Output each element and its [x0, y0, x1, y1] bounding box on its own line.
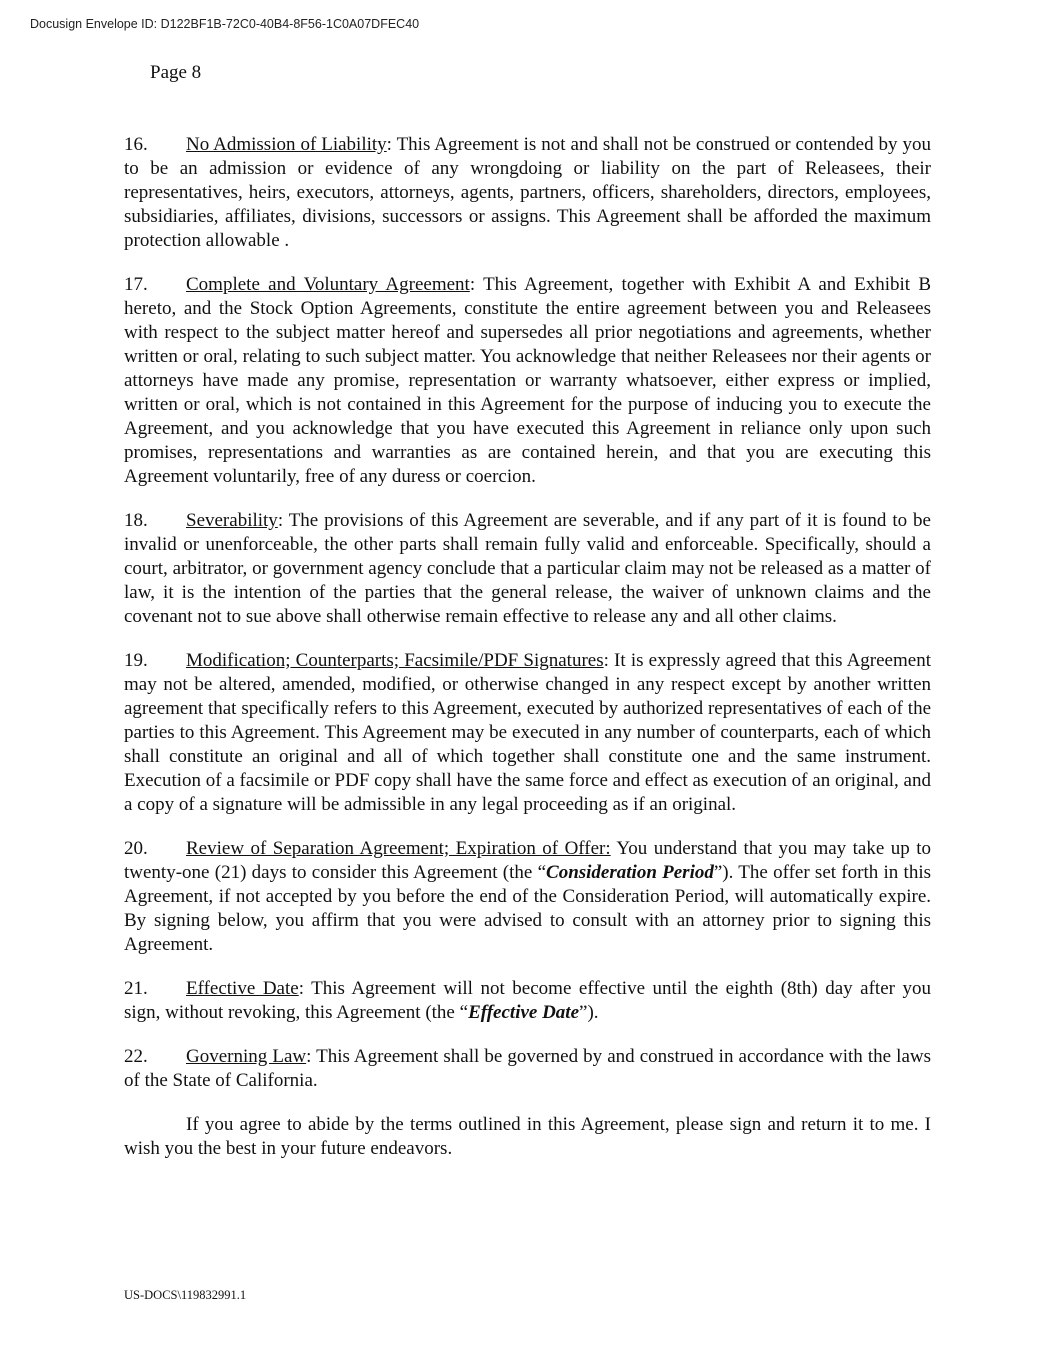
section-20 — [124, 837, 931, 957]
section-heading: No Admission of Liability — [186, 134, 387, 155]
section-17 — [124, 273, 931, 489]
section-19 — [124, 649, 931, 817]
section-number: 22. — [124, 1046, 148, 1067]
section-number: 20. — [124, 838, 148, 859]
section-text: : This Agreement is not and shall not be construed or contended by you to be an admission or evidence of any wrongdoing or liability on the part of Releasees, their representatives, heirs, executors, attorneys, agents, partners, officers, shareholders, directors, employees, subsidiaries, affiliates, divisions, successors or assigns. This Agreement shall be afforded the maximum protection allowable . — [124, 134, 932, 251]
section-number: 16. — [124, 134, 148, 155]
document-id-footer: US-DOCS\119832991.1 — [124, 1288, 247, 1302]
defined-term: Effective Date — [468, 1002, 580, 1023]
section-heading: Governing Law — [186, 1046, 307, 1067]
page-number: Page 8 — [150, 62, 202, 83]
section-text: : It is expressly agreed that this Agreement may not be altered, amended, modified, or otherwise changed in any respect except by another written agreement that specifically refers to this Agreement, executed by authorized representatives of each of the parties to this Agreement. This Agreement may be executed in any number of counterparts, each of which shall constitute an original and all of which together shall constitute one and the same instrument. Execution of a facsimile or PDF copy shall have the same force and effect as execution of an original, and a copy of a signature will be admissible in any legal proceeding as if an original. — [124, 650, 931, 815]
envelope-id: Docusign Envelope ID: D122BF1B-72C0-40B4-8F56-1C0A07DFEC40 — [30, 17, 420, 31]
section-heading: Modification; Counterparts; Facsimile/PDF Signatures — [186, 650, 604, 671]
section-number: 19. — [124, 650, 148, 671]
section-text: : This Agreement will not become effective until the eighth (8th) day after you sign, without revoking, this Agreement (the “ — [124, 978, 932, 1023]
section-heading: Complete and Voluntary Agreement — [186, 274, 470, 295]
section-text: : This Agreement, together with Exhibit A and Exhibit B hereto, and the Stock Option Agreements, constitute the entire agreement between you and Releasees with respect to the subject matter hereof and supersedes all prior negotiations and agreements, whether written or oral, relating to such subject matter. You acknowledge that neither Releasees nor their agents or attorneys have made any promise, representation or warranty whatsoever, either express or implied, written or oral, which is not contained in this Agreement for the purpose of inducing you to execute the Agreement, and you acknowledge that you have executed this Agreement in reliance only upon such promises, representations and warranties as are contained herein, and that you are executing this Agreement voluntarily, free of any duress or coercion. — [124, 274, 932, 487]
section-text: : This Agreement shall be governed by and construed in accordance with the laws of the State of California. — [124, 1046, 932, 1091]
section-18 — [124, 509, 931, 629]
section-number: 17. — [124, 274, 148, 295]
section-heading: Severability — [186, 510, 278, 531]
section-text: ”). — [579, 1002, 599, 1023]
closing-paragraph: If you agree to abide by the terms outlined in this Agreement, please sign and return it to me. I wish you the best in your future endeavors. — [124, 1114, 931, 1159]
section-number: 21. — [124, 978, 148, 999]
section-text: You understand that you may take up to twenty-one (21) days to consider this Agreement (the “ — [124, 838, 931, 883]
section-text: ”). The offer set forth in this Agreement, if not accepted by you before the end of the Consideration Period, will automatically expire. By signing below, you affirm that you were advised to consult with an attorney prior to signing this Agreement. — [124, 862, 931, 955]
section-21 — [124, 977, 931, 1025]
agreement-body — [124, 133, 931, 1161]
section-heading: Review of Separation Agreement; Expiration of Offer: — [186, 838, 611, 859]
section-number: 18. — [124, 510, 148, 531]
section-text: : The provisions of this Agreement are severable, and if any part of it is found to be invalid or unenforceable, the other parts shall remain fully valid and enforceable. Specifically, should a court, arbitrator, or government agency conclude that a particular claim may not be released as a matter of law, it is the intention of the parties that the general release, the waiver of unknown claims and the covenant not to sue above shall otherwise remain effective to release any and all other claims. — [124, 510, 931, 627]
section-22 — [124, 1045, 931, 1093]
section-16 — [124, 133, 931, 253]
section-heading: Effective Date — [186, 978, 299, 999]
defined-term: Consideration Period — [546, 862, 714, 883]
